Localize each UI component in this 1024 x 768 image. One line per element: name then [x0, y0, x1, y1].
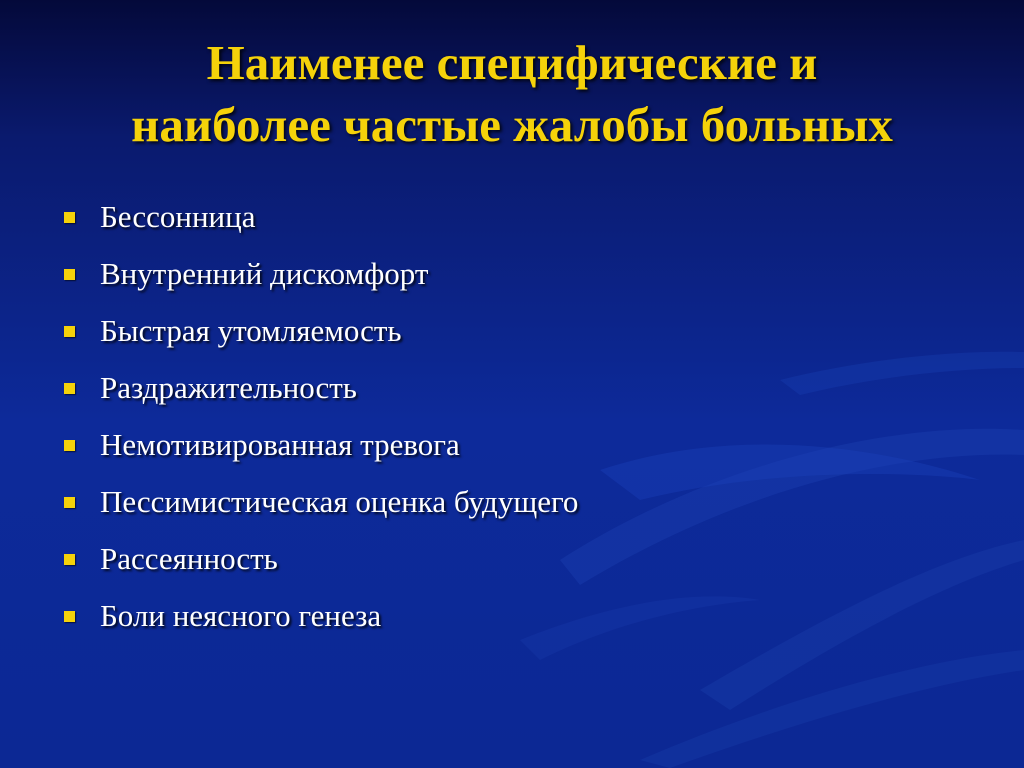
bullet-text: Бессонница	[100, 198, 256, 234]
list-item	[64, 416, 578, 473]
slide-title-line-2: наиболее частые жалобы больных	[131, 97, 893, 152]
bullet-square-icon	[64, 611, 75, 622]
swoosh-4	[640, 650, 1024, 768]
list-item	[64, 530, 578, 587]
bullet-text: Быстрая утомляемость	[100, 312, 402, 348]
bullet-text: Пессимистическая оценка будущего	[100, 483, 579, 519]
swoosh-5	[780, 352, 1024, 395]
bullet-square-icon	[64, 554, 75, 565]
bullet-square-icon	[64, 497, 75, 508]
list-item	[64, 188, 578, 245]
bullet-square-icon	[64, 212, 75, 223]
bullet-list	[64, 188, 578, 644]
bullet-square-icon	[64, 383, 75, 394]
slide-title-line-1: Наименее специфические и	[206, 35, 818, 90]
bullet-square-icon	[64, 269, 75, 280]
bullet-text: Немотивированная тревога	[100, 426, 460, 462]
bullet-text: Внутренний дискомфорт	[100, 255, 429, 291]
list-item	[64, 473, 578, 530]
slide-title	[0, 32, 1024, 156]
list-item	[64, 302, 578, 359]
bullet-text: Боли неясного генеза	[100, 597, 382, 633]
bullet-text: Рассеянность	[100, 540, 278, 576]
bullet-square-icon	[64, 440, 75, 451]
list-item	[64, 245, 578, 302]
list-item	[64, 359, 578, 416]
bullet-text: Раздражительность	[100, 369, 357, 405]
bullet-square-icon	[64, 326, 75, 337]
list-item	[64, 587, 578, 644]
